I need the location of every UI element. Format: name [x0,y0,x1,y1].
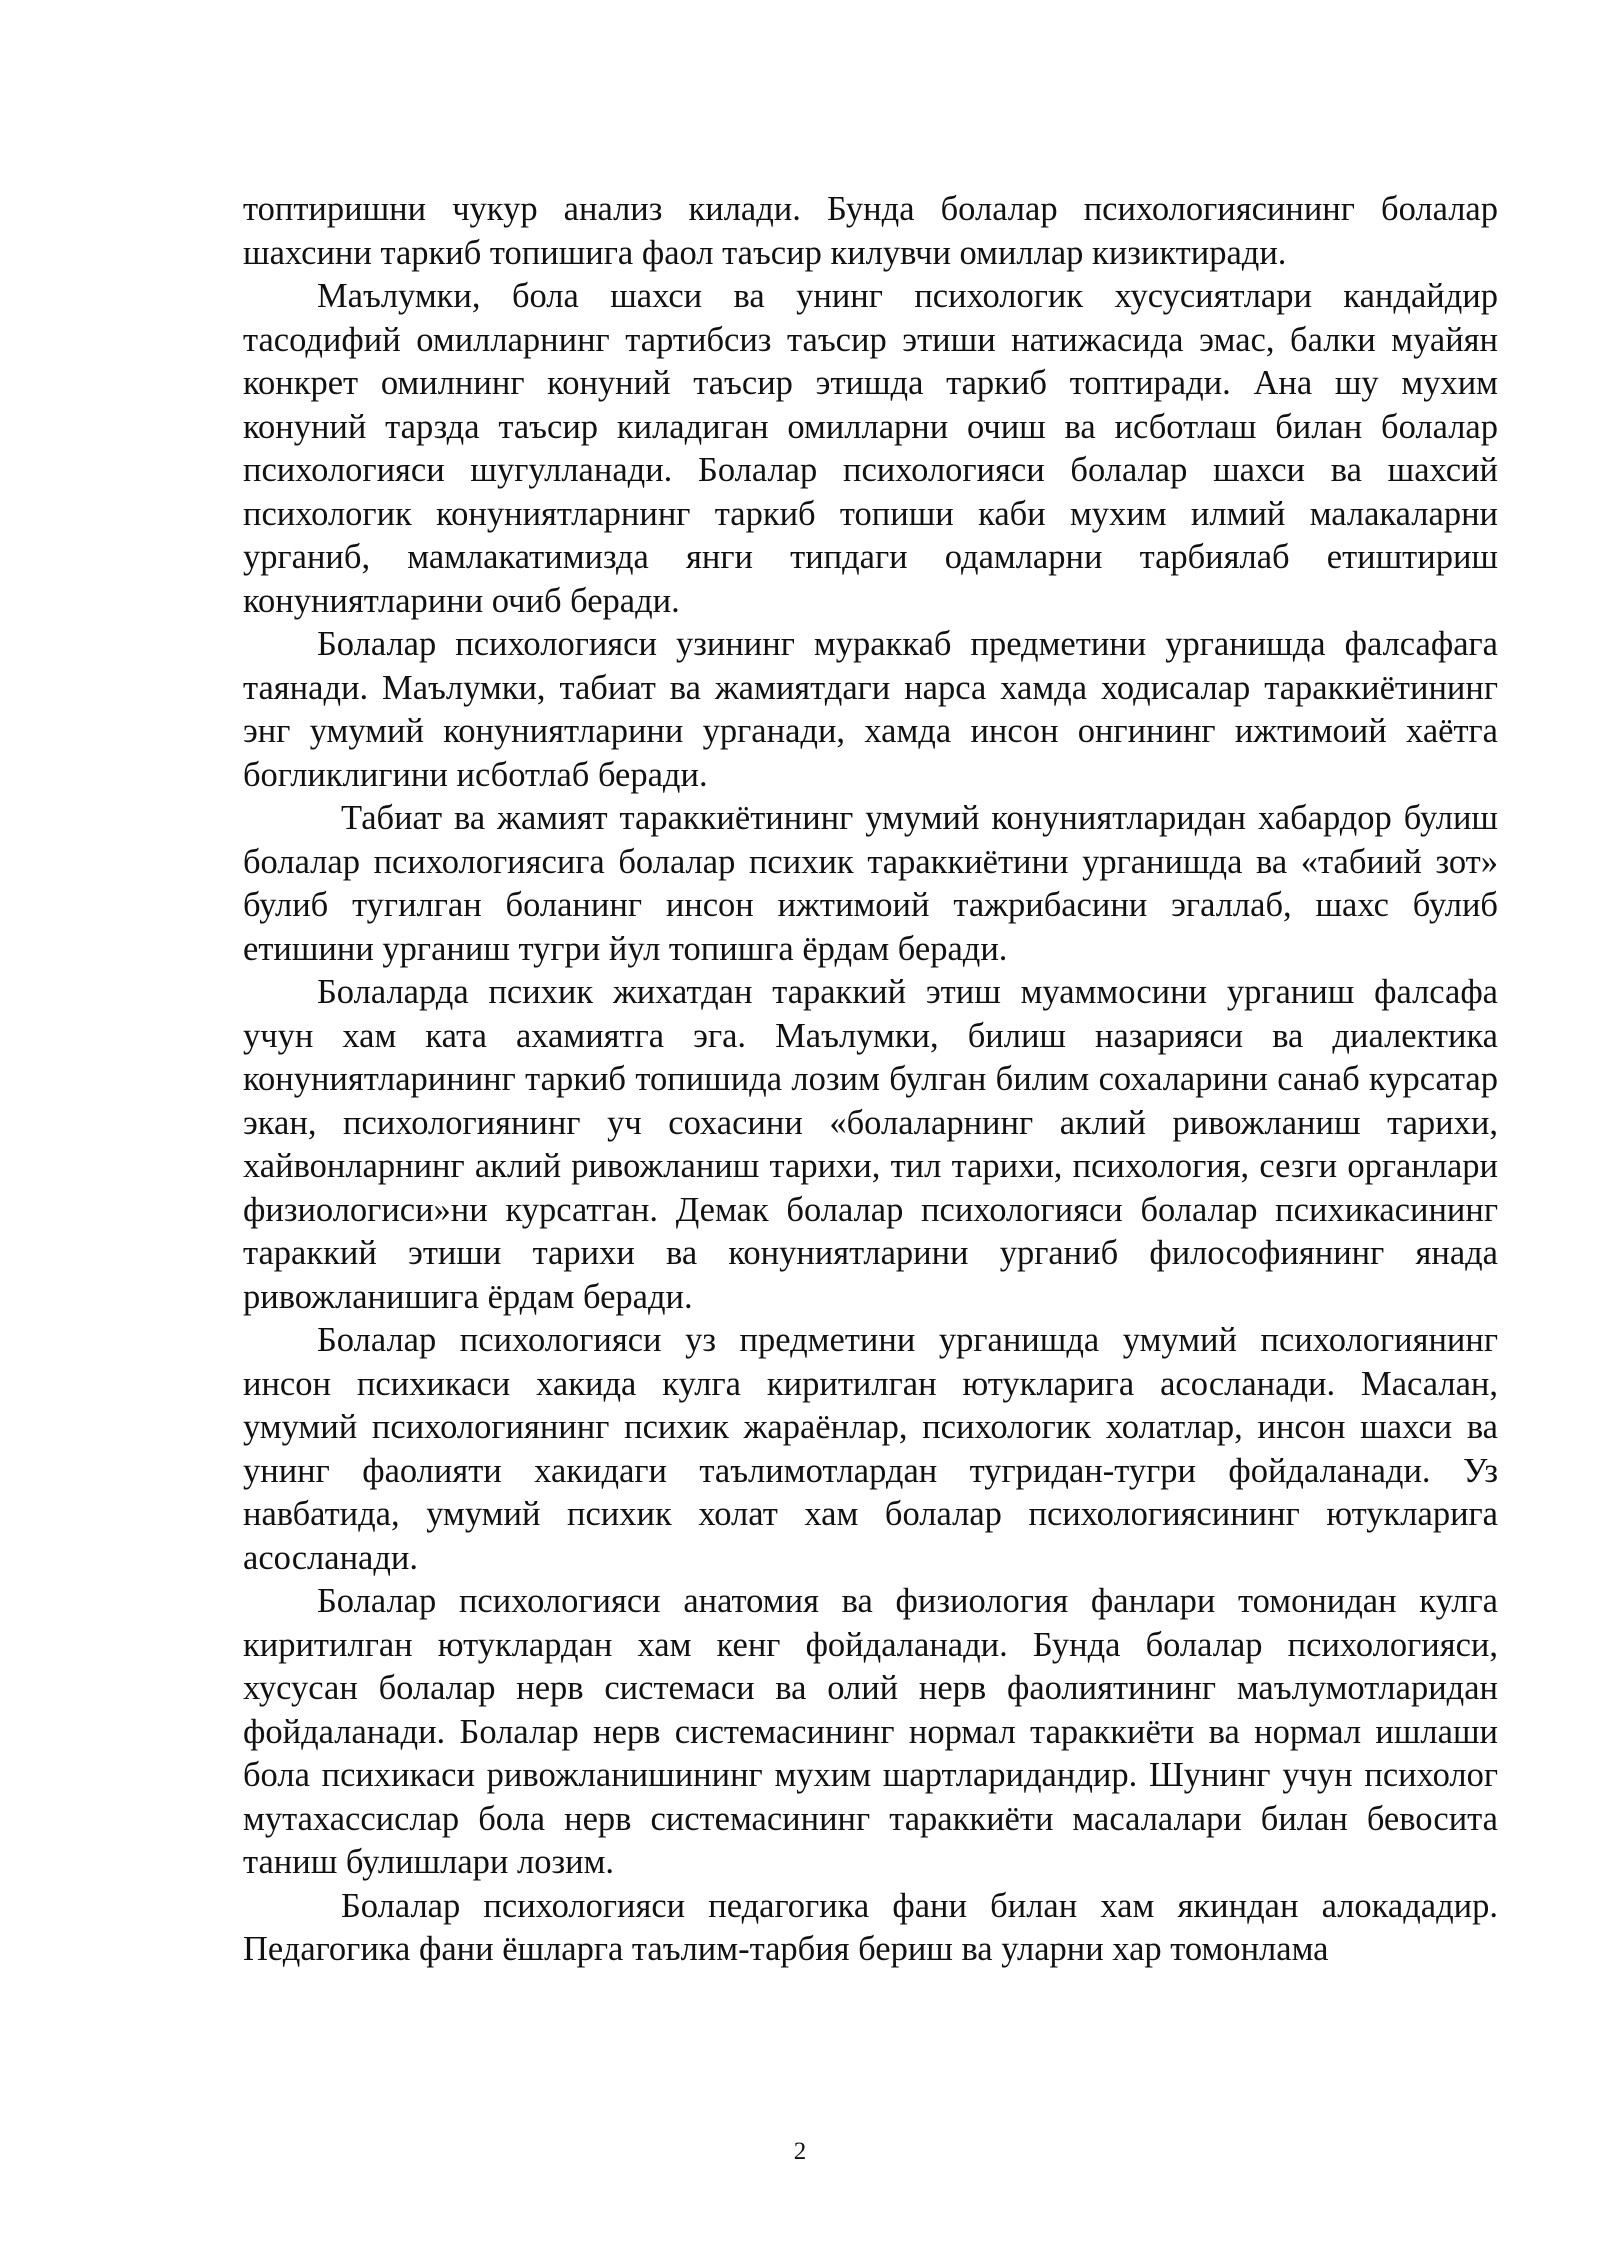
paragraph-4: Табиат ва жамият тараккиётининг умумий конуниятларидан хабардор булиш болалар психологиясига болалар психик тараккиётини урганишда ва «табиий зот» булиб тугилган боланинг инсон ижтимоий тажрибасини эгаллаб, шахс булиб етишини урганиш тугри йул топишга ёрдам беради. [243,799,1498,968]
page-number: 2 [793,2138,807,2165]
paragraph-3: Болалар психологияси узининг мураккаб предметини урганишда фалсафага таянади. Маълумки, табиат ва жамиятдаги нарса хамда ходисалар тараккиётининг энг умумий конуниятларини урганади, хамда инсон онгининг ижтимоий хаётга богликлигини исботлаб беради. [243,625,1498,794]
paragraph-8: Болалар психологияси педагогика фани билан хам якиндан алокададир. Педагогика фани ёшларга таълим-тарбия бериш ва уларни хар томонлама [243,1886,1498,1968]
paragraph-7: Болалар психологияси анатомия ва физиология фанлари томонидан кулга киритилган ютуклардан хам кенг фойдаланади. Бунда болалар психологияси, хусусан болалар нерв системаси ва олий нерв фаолиятининг маълумотларидан фойдаланади. Болалар нерв системасининг нормал тараккиёти ва нормал ишлаши бола психикаси ривожланишининг мухим шартларидандир. Шунинг учун психолог мутахассислар бола нерв системасининг тараккиёти масалалари билан бевосита таниш булишлари лозим. [243,1582,1498,1881]
document-page [243,188,1498,1972]
paragraph-1: топтиришни чукур анализ килади. Бунда болалар психологиясининг болалар шахсини таркиб топишига фаол таъсир килувчи омиллар кизиктиради. [243,190,1498,272]
paragraph-5: Болаларда психик жихатдан тараккий этиш муаммосини урганиш фалсафа учун хам ката ахамиятга эга. Маълумки, билиш назарияси ва диалектика конуниятларининг таркиб топишида лозим булган билим сохаларини санаб курсатар экан, психологиянинг уч сохасини «болаларнинг аклий ривожланиш тарихи, хайвонларнинг аклий ривожланиш тарихи, тил тарихи, психология, сезги органлари физиологиси»ни курсатган. Демак болалар психологияси болалар психикасининг тараккий этиши тарихи ва конуниятларини урганиб философиянинг янада ривожланишига ёрдам беради. [243,973,1498,1316]
paragraph-2: Маълумки, бола шахси ва унинг психологик хусусиятлари кандайдир тасодифий омилларнинг тартибсиз таъсир этиши натижасида эмас, балки муайян конкрет омилнинг конуний таъсир этишда таркиб топтиради. Ана шу мухим конуний тарзда таъсир киладиган омилларни очиш ва исботлаш билан болалар психологияси шугулланади. Болалар психологияси болалар шахси ва шахсий психологик конуниятларнинг таркиб топиши каби мухим илмий малакаларни урганиб, мамлакатимизда янги типдаги одамларни тарбиялаб етиштириш конуниятларини очиб беради. [243,277,1498,620]
paragraph-6: Болалар психологияси уз предметини урганишда умумий психологиянинг инсон психикаси хакида кулга киритилган ютукларига асосланади. Масалан, умумий психологиянинг психик жараёнлар, психологик холатлар, инсон шахси ва унинг фаолияти хакидаги таълимотлардан тугридан-тугри фойдаланади. Уз навбатида, умумий психик холат хам болалар психологиясининг ютукларига асосланади. [243,1321,1498,1577]
